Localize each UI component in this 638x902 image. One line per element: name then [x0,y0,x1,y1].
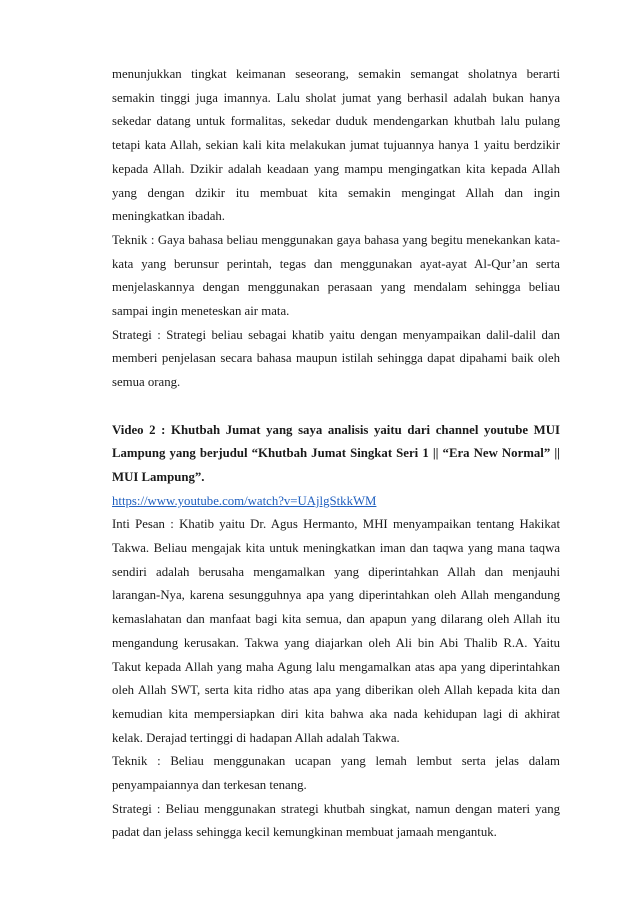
blank-line [112,395,560,419]
paragraph-teknik-2: Teknik : Beliau menggunakan ucapan yang lemah lembut serta jelas dalam penyampaiannya dan terkesan tenang. [112,754,560,793]
document-page [112,63,560,845]
video-2-heading: Video 2 : Khutbah Jumat yang saya analisis yaitu dari channel youtube MUI Lampung yang berjudul “Khutbah Jumat Singkat Seri 1 || “Era New Normal” || MUI Lampung”. [112,422,560,484]
paragraph-strategi-2: Strategi : Beliau menggunakan strategi khutbah singkat, namun dengan materi yang padat dan jelass sehingga kecil kemungkinan membuat jamaah mengantuk. [112,801,560,840]
paragraph-inti-pesan: Inti Pesan : Khatib yaitu Dr. Agus Hermanto, MHI menyampaikan tentang Hakikat Takwa. Beliau mengajak kita untuk meningkatkan iman dan taqwa yang mana taqwa sendiri adalah berusaha mengamalkan yang diperintahkan Allah dan menjauhi larangan-Nya, karena sesungguhnya apa yang diperintahkan oleh Allah mengandung kemaslahatan dan manfaat bagi kita semua, dan apapun yang dilarang oleh Allah itu mengandung kerusakan. Takwa yang diajarkan oleh Ali bin Abi Thalib R.A. Yaitu Takut kepada Allah yang maha Agung lalu mengamalkan atas apa yang diperintahkan oleh Allah SWT, serta kita ridho atas apa yang diberikan oleh Allah kepada kita dan kemudian kita mempersiapkan diri kita bahwa aka nada kehidupan lagi di akhirat kelak. Derajad tertinggi di hadapan Allah adalah Takwa. [112,517,560,745]
youtube-link[interactable]: https://www.youtube.com/watch?v=UAjlgStkkWM [112,493,377,508]
paragraph-strategi-1: Strategi : Strategi beliau sebagai khatib yaitu dengan menyampaikan dalil-dalil dan memberi penjelasan secara bahasa maupun istilah sehingga dapat dipahami baik oleh semua orang. [112,327,560,390]
paragraph-teknik-1: Teknik : Gaya bahasa beliau menggunakan gaya bahasa yang begitu menekankan kata-kata yang berunsur perintah, tegas dan menggunakan ayat-ayat Al-Qur’an serta menjelaskannya dengan menggunakan perasaan yang mendalam sehingga beliau sampai ingin meneteskan air mata. [112,232,560,319]
paragraph-dzikir: menunjukkan tingkat keimanan seseorang, semakin semangat sholatnya berarti semakin tinggi juga imannya. Lalu sholat jumat yang berhasil adalah bukan hanya sekedar datang untuk formalitas, sekedar duduk mendengarkan khutbah lalu pulang tetapi kata Allah, sekian kali kita melakukan jumat tujuannya hanya 1 yaitu berdzikir kepada Allah. Dzikir adalah keadaan yang mampu mengingatkan kita kepada Allah yang dengan dzikir itu membuat kita semakin mengingat Allah dan ingin meningkatkan ibadah. [112,67,560,224]
